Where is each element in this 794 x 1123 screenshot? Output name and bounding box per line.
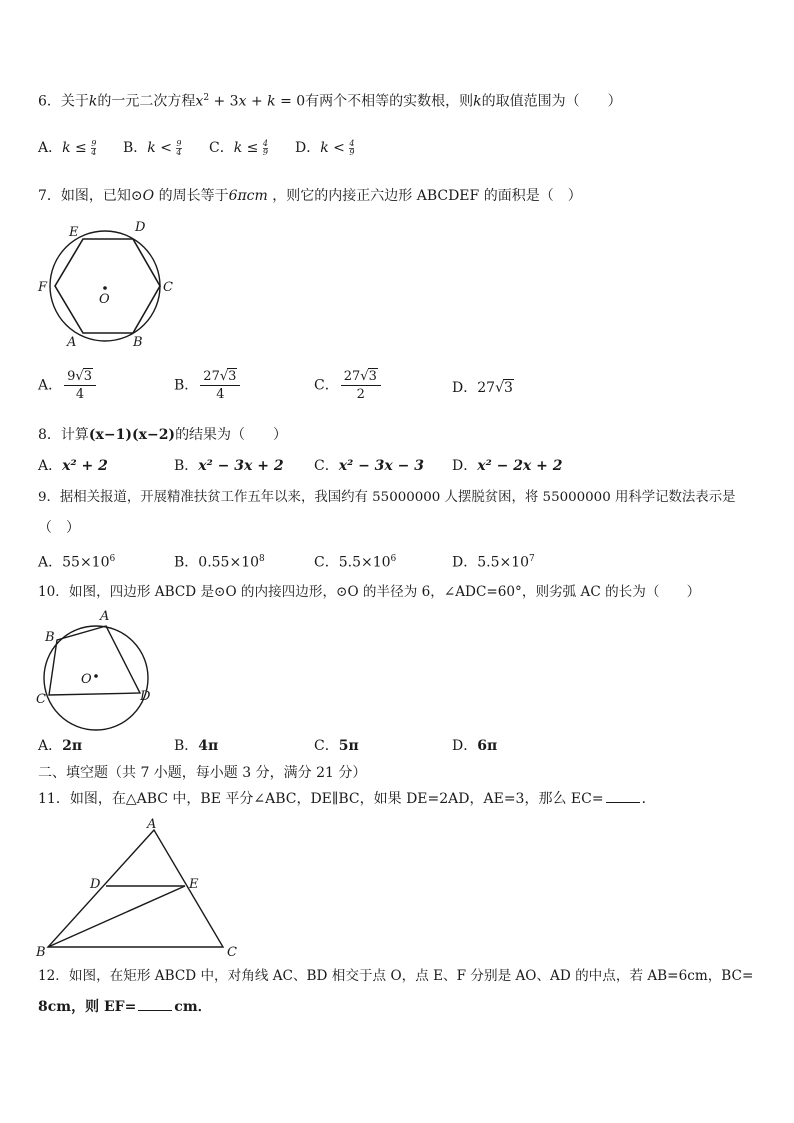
q7-circle: [50, 231, 160, 341]
q11-stem: 11．如图，在△ABC 中，BE 平分∠ABC，DE∥BC，如果 DE=2AD，AE=3，那么 EC= ．: [38, 791, 656, 807]
q9-option-d: D．$5.5\times 10^7$: [452, 554, 535, 571]
q7-hexagon: [55, 239, 160, 333]
q7-label-a: A: [67, 335, 77, 350]
q12-stem-line1: 12．如图，在矩形 ABCD 中，对角线 AC、BD 相交于点 O，点 E、F 分别是 AO、AD 的中点，若 AB=6cm，BC=: [38, 968, 754, 984]
q10-option-b: B．4π: [174, 738, 219, 754]
q7-label-c: C: [163, 280, 173, 295]
q11-triangle-figure: [36, 816, 241, 958]
q7-label-d: D: [135, 220, 146, 235]
q10-center-dot: [94, 674, 98, 678]
q7-label-f: F: [38, 280, 48, 295]
q8-option-d: D．x² − 2x + 2: [452, 458, 563, 474]
q7-option-d: D．27√3: [452, 380, 513, 396]
q10-option-c: C．5π: [314, 738, 359, 754]
q8-stem: 8．计算(x−1)(x−2)的结果为（ ）: [38, 427, 288, 443]
q7-stem: 7．如图，已知⊙O 的周长等于6πcm ，则它的内接正六边形 ABCDEF 的面积是（ ）: [38, 188, 582, 204]
q11-label-d: D: [90, 877, 101, 892]
q10-label-o: O: [81, 672, 92, 687]
q9-option-b: B．$0.55\times 10^8$: [174, 554, 265, 571]
q10-label-b: B: [45, 630, 55, 645]
q10-label-c: C: [36, 692, 46, 707]
q9-option-c: C．$5.5\times 10^6$: [314, 554, 397, 571]
q7-hexagon-figure: [36, 216, 186, 348]
q8-option-c: C．x² − 3x − 3: [314, 458, 424, 474]
q7-option-c: C． $\frac{27√3}{2}$: [314, 368, 383, 403]
q11-label-b: B: [36, 945, 46, 960]
q8-option-b: B．x² − 3x + 2: [174, 458, 284, 474]
q10-option-d: D．6π: [452, 738, 498, 754]
q10-label-a: A: [100, 609, 110, 624]
q10-quadrilateral-figure: [36, 608, 158, 730]
q6-option-a: A．k ≤ $\frac{9}{4}$: [38, 138, 97, 157]
q11-answer-blank[interactable]: [606, 802, 640, 803]
q7-label-b: B: [133, 335, 143, 350]
q6-stem: 6．关于k的一元二次方程$x^2 + 3x + k = 0$有两个不相等的实数根，则k的取值范围为（ ）: [38, 93, 622, 110]
q10-stem: 10．如图，四边形 ABCD 是⊙O 的内接四边形，⊙O 的半径为 6，∠ADC=60°，则劣弧 AC 的长为（ ）: [38, 584, 701, 600]
q12-stem-line2: 8cm，则 EF= cm．: [38, 999, 212, 1015]
q6-option-d: D．k < $\frac{4}{9}$: [295, 138, 355, 157]
q7-label-e: E: [69, 225, 79, 240]
q7-option-a: A． $\frac{9√3}{4}$: [38, 368, 98, 403]
q9-stem-line2: （ ）: [38, 520, 80, 536]
q8-option-a: A．x² + 2: [38, 458, 108, 474]
q11-segment-be: [48, 886, 185, 947]
q10-option-a: A．2π: [38, 738, 83, 754]
q7-option-b: B． $\frac{27√3}{4}$: [174, 368, 242, 403]
q9-option-a: A．$55\times 10^6$: [38, 554, 116, 571]
q7-center-dot: [103, 286, 107, 290]
q6-option-c: C．k ≤ $\frac{4}{9}$: [209, 138, 268, 157]
q11-label-a: A: [147, 817, 157, 832]
q6-option-b: B．k < $\frac{9}{4}$: [123, 138, 182, 157]
q11-label-e: E: [189, 877, 199, 892]
section2-title: 二、填空题（共 7 小题，每小题 3 分，满分 21 分）: [38, 765, 367, 781]
q7-label-o: O: [99, 292, 110, 307]
q9-stem-line1: 9．据相关报道，开展精准扶贫工作五年以来，我国约有 55000000 人摆脱贫困，将 55000000 用科学记数法表示是: [38, 490, 736, 505]
q12-answer-blank[interactable]: [138, 1010, 172, 1011]
q10-label-d: D: [140, 689, 151, 704]
q11-label-c: C: [227, 945, 237, 960]
